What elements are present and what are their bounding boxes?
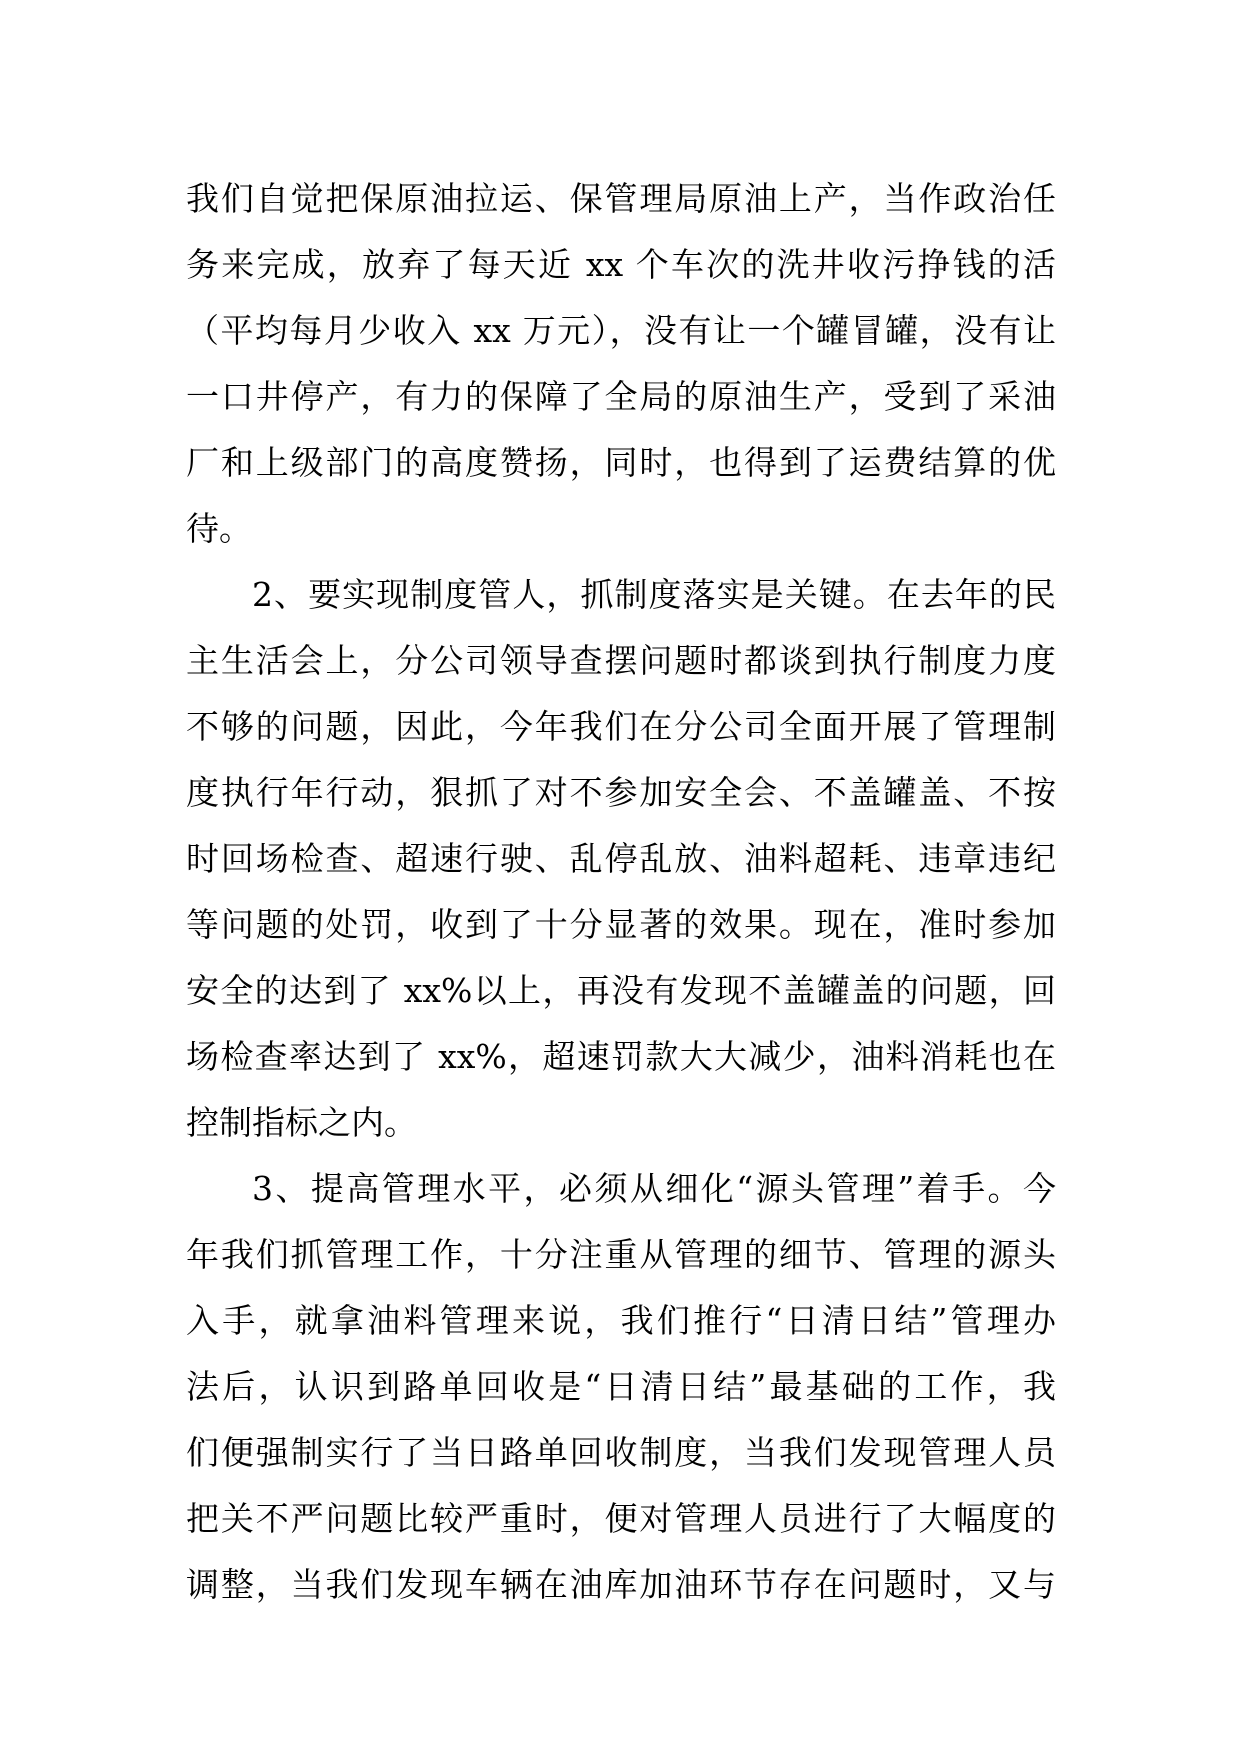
text-line: 度执行年行动，狠抓了对不参加安全会、不盖罐盖、不按 <box>186 773 1056 812</box>
text-line: 待。 <box>186 509 252 548</box>
text-line: 们便强制实行了当日路单回收制度，当我们发现管理人员 <box>186 1433 1056 1472</box>
text-line: 不够的问题，因此，今年我们在分公司全面开展了管理制 <box>186 707 1056 746</box>
text-line: 把关不严问题比较严重时，便对管理人员进行了大幅度的 <box>186 1499 1056 1538</box>
text-line: 年我们抓管理工作，十分注重从管理的细节、管理的源头 <box>186 1235 1056 1274</box>
text-line: 法后，认识到路单回收是“日清日结”最基础的工作，我 <box>186 1367 1056 1406</box>
text-line: 等问题的处罚，收到了十分显著的效果。现在，准时参加 <box>186 905 1056 944</box>
paragraph-3 <box>186 1156 1056 1618</box>
text-line: （平均每月少收入 xx 万元），没有让一个罐冒罐，没有让 <box>186 311 1056 350</box>
text-line: 时回场检查、超速行驶、乱停乱放、油料超耗、违章违纪 <box>186 839 1056 878</box>
text-line: 调整，当我们发现车辆在油库加油环节存在问题时，又与 <box>186 1565 1056 1604</box>
document-body <box>186 166 1056 1618</box>
paragraph-2 <box>186 562 1056 1156</box>
text-line: 安全的达到了 xx%以上，再没有发现不盖罐盖的问题，回 <box>186 971 1056 1010</box>
text-line: 入手，就拿油料管理来说，我们推行“日清日结”管理办 <box>186 1301 1056 1340</box>
text-line: 主生活会上，分公司领导查摆问题时都谈到执行制度力度 <box>186 641 1056 680</box>
text-line: 务来完成，放弃了每天近 xx 个车次的洗井收污挣钱的活 <box>186 245 1056 284</box>
text-line: 2、要实现制度管人，抓制度落实是关键。在去年的民 <box>252 575 1056 614</box>
text-line: 控制指标之内。 <box>186 1103 417 1142</box>
text-line: 场检查率达到了 xx%，超速罚款大大减少，油料消耗也在 <box>186 1037 1056 1076</box>
text-line: 我们自觉把保原油拉运、保管理局原油上产，当作政治任 <box>186 179 1056 218</box>
paragraph-1 <box>186 166 1056 562</box>
text-line: 3、提高管理水平，必须从细化“源头管理”着手。今 <box>252 1169 1056 1208</box>
text-line: 厂和上级部门的高度赞扬，同时，也得到了运费结算的优 <box>186 443 1056 482</box>
text-line: 一口井停产，有力的保障了全局的原油生产，受到了采油 <box>186 377 1056 416</box>
